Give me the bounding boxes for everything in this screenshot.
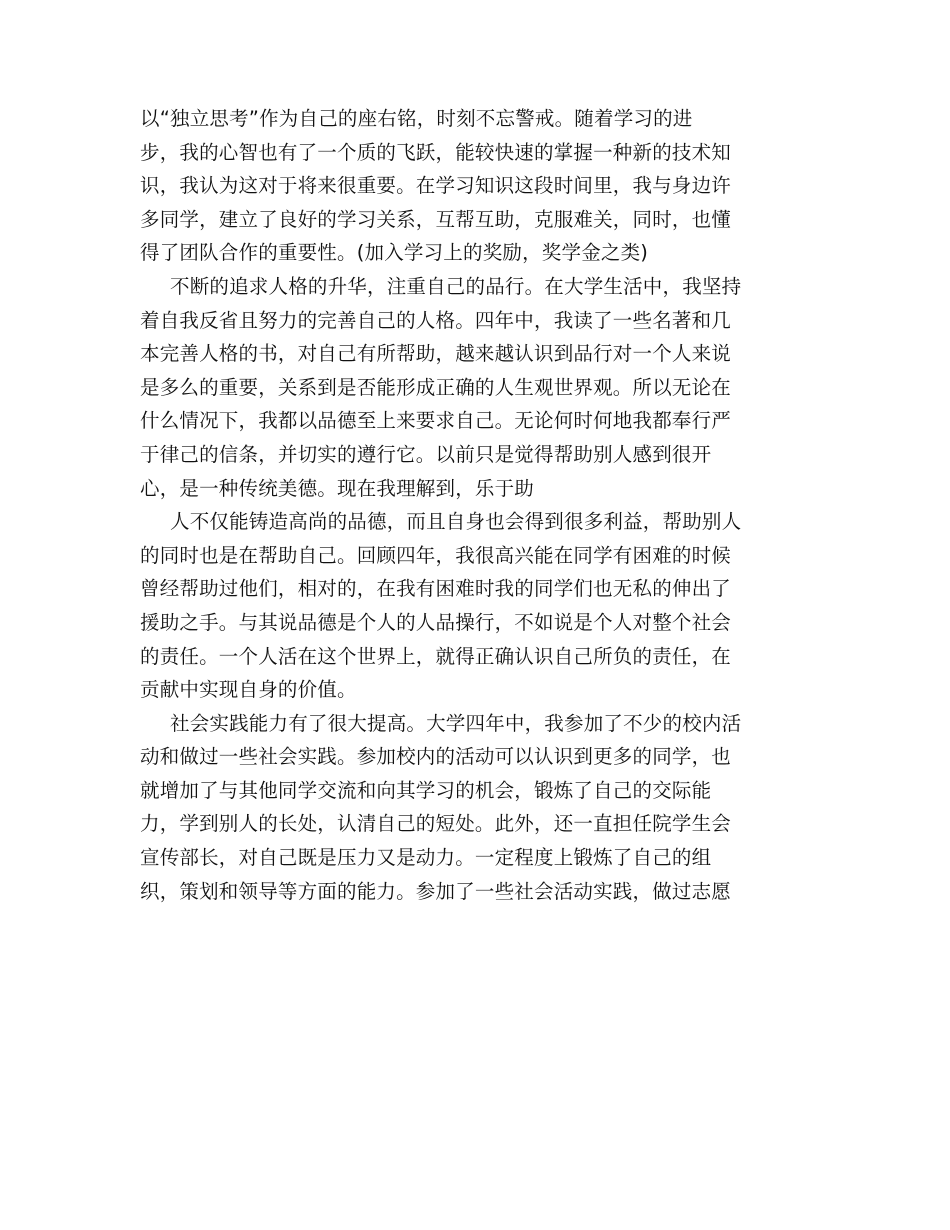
text-line: 援助之手。与其说品德是个人的人品操行，不如说是个人对整个社会 [140,610,732,634]
text-line: 多同学，建立了良好的学习关系，互帮互助，克服难关，同时，也懂 [140,207,732,231]
text-line: 得了团队合作的重要性。(加入学习上的奖励，奖学金之类) [140,241,649,265]
text-line: 以“独立思考”作为自己的座右铭，时刻不忘警戒。随着学习的进 [140,107,693,130]
text-line: 识，我认为这对于将来很重要。在学习知识这段时间里，我与身边许 [140,174,732,198]
text-line: 宣传部长，对自己既是压力又是动力。一定程度上锻炼了自己的组 [140,846,712,870]
text-line: 步，我的心智也有了一个质的飞跃，能较快速的掌握一种新的技术知 [140,140,732,164]
text-line: 就增加了与其他同学交流和向其学习的机会，锻炼了自己的交际能 [140,778,712,802]
text-line: 是多么的重要，关系到是否能形成正确的人生观世界观。所以无论在 [140,375,732,399]
text-line: 本完善人格的书，对自己有所帮助，越来越认识到品行对一个人来说 [140,342,732,366]
text-line: 贡献中实现自身的价值。 [140,678,357,702]
text-line: 力，学到别人的长处，认清自己的短处。此外，还一直担任院学生会 [140,812,732,836]
text-line: 心，是一种传统美德。现在我理解到，乐于助 [140,476,535,500]
body-text [140,102,820,908]
text-line: 织，策划和领导等方面的能力。参加了一些社会活动实践，做过志愿 [140,879,732,903]
text-line: 的同时也是在帮助自己。回顾四年，我很高兴能在同学有困难的时候 [140,543,732,567]
paragraph-start-line: 人不仅能铸造高尚的品德，而且自身也会得到很多利益，帮助别人 [170,510,742,534]
text-line: 于律己的信条，并切实的遵行它。以前只是觉得帮助别人感到很开 [140,442,712,466]
text-line: 什么情况下，我都以品德至上来要求自己。无论何时何地我都奉行严 [140,409,732,433]
text-line: 的责任。一个人活在这个世界上，就得正确认识自己所负的责任，在 [140,644,732,668]
text-line: 动和做过一些社会实践。参加校内的活动可以认识到更多的同学，也 [140,745,732,769]
paragraph-start-line: 不断的追求人格的升华，注重自己的品行。在大学生活中，我坚持 [170,274,742,298]
text-line: 着自我反省且努力的完善自己的人格。四年中，我读了一些名著和几 [140,308,732,332]
text-line: 曾经帮助过他们，相对的，在我有困难时我的同学们也无私的伸出了 [140,577,732,601]
paragraph-start-line: 社会实践能力有了很大提高。大学四年中，我参加了不少的校内活 [170,711,742,735]
